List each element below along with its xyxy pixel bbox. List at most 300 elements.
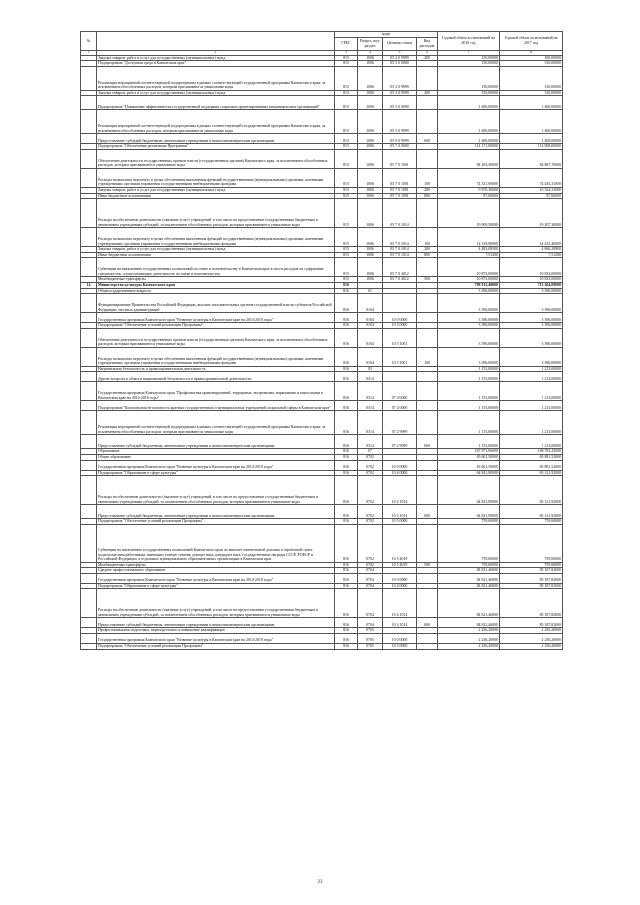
cell-section: 0702 (358, 519, 383, 525)
cell-grbs: 816 (335, 401, 358, 411)
cell-target-article: 05 7 0 4012 (383, 277, 417, 283)
cell-grbs: 816 (335, 313, 358, 323)
table-row (81, 524, 563, 562)
cell-number (81, 505, 97, 519)
col-num: 3 (335, 50, 358, 55)
cell-target-article: 05 3 0 0000 (383, 61, 417, 67)
cell-section: 1006 (358, 110, 383, 134)
cell-item-name: Расходы на выплаты персоналу в целях обеспечения выполнения функций государственными (муниципальными) органами, казенными учреждениями, органами управления государственными внебюджетными фондами (97, 347, 335, 366)
table-row (81, 460, 563, 470)
cell-expense-type: 100 (417, 347, 438, 366)
table-row (81, 618, 563, 628)
cell-grbs: 815 (335, 193, 358, 199)
cell-number (81, 589, 97, 618)
cell-amount-2016: 4 483,08500 (438, 247, 500, 253)
cell-section: 0704 (358, 618, 383, 628)
cell-target-article: 10 5 0000 (383, 323, 417, 329)
table-row (81, 96, 563, 110)
cell-amount-2016: 84 821,46000 (438, 583, 500, 589)
cell-target-article: 10 0 0000 (383, 460, 417, 470)
cell-target-article: 10 0 0000 (383, 573, 417, 583)
cell-section: 1006 (358, 61, 383, 67)
cell-expense-type: 200 (417, 90, 438, 96)
cell-grbs: 815 (335, 90, 358, 96)
cell-amount-2017: 85 187,82000 (500, 568, 563, 574)
cell-number (81, 476, 97, 505)
cell-target-article: 05 2 0 9999 (383, 55, 417, 61)
cell-number (81, 347, 97, 366)
cell-grbs: 815 (335, 199, 358, 228)
cell-amount-2017: 3 396,00000 (500, 288, 563, 294)
cell-item-name: Закупка товаров, работ и услуг для государственных (муниципальных) нужд (97, 247, 335, 253)
cell-section: 01 (358, 288, 383, 294)
cell-expense-type (417, 460, 438, 470)
cell-amount-2017: 759,60000 (500, 562, 563, 568)
cell-grbs: 816 (335, 460, 358, 470)
cell-amount-2016: 1 400,00000 (438, 96, 500, 110)
cell-target-article: 05 5 0 0000 (383, 96, 417, 110)
cell-item-name: Образование (97, 449, 335, 455)
header-no: № (81, 32, 97, 51)
cell-target-article: 10 5 4019 (383, 524, 417, 562)
cell-amount-2016: 64 841,90000 (438, 505, 500, 519)
cell-item-name: Государственная программа Камчатского края "Развитие культуры в Камчатском крае на 2014-2018 годы" (97, 634, 335, 644)
cell-amount-2017: 759,60000 (500, 524, 563, 562)
cell-expense-type (417, 372, 438, 382)
cell-amount-2016: 10 873,00000 (438, 277, 500, 283)
cell-section: 0702 (358, 454, 383, 460)
cell-section: 0704 (358, 589, 383, 618)
table-row (81, 294, 563, 313)
cell-target-article: 10 5 1001 (383, 328, 417, 347)
cell-grbs: 815 (335, 247, 358, 253)
table-row (81, 168, 563, 187)
cell-number (81, 134, 97, 144)
cell-grbs: 816 (335, 435, 358, 449)
cell-item-name: Межбюджетные трансферты (97, 562, 335, 568)
cell-grbs: 815 (335, 144, 358, 150)
cell-amount-2017: 85 187,82000 (500, 618, 563, 628)
cell-section: 1006 (358, 187, 383, 193)
cell-grbs: 815 (335, 66, 358, 90)
cell-grbs: 816 (335, 628, 358, 634)
cell-item-name: Другие вопросы в области национальной безопасности и правоохранительной деятельности (97, 372, 335, 382)
cell-section: 1006 (358, 193, 383, 199)
cell-amount-2016: 1 153,00000 (438, 372, 500, 382)
cell-target-article: 05 7 0 1014 (383, 228, 417, 247)
cell-amount-2017: 1 400,00000 (500, 134, 563, 144)
cell-item-name: Подпрограмма "Обеспечение условий реализации Программы" (97, 644, 335, 650)
col-num: 2 (97, 50, 335, 55)
cell-grbs: 816 (335, 382, 358, 401)
table-row (81, 573, 563, 583)
cell-amount-2017: 19 207,30000 (500, 199, 563, 228)
cell-amount-2016: 64 841,90000 (438, 476, 500, 505)
cell-amount-2016: 84 293,30000 (438, 149, 500, 168)
cell-section: 1006 (358, 277, 383, 283)
col-num: 8 (500, 50, 563, 55)
cell-amount-2016: 84 821,46000 (438, 589, 500, 618)
cell-target-article: 10 0 0000 (383, 313, 417, 323)
cell-number (81, 573, 97, 583)
cell-grbs: 816 (335, 411, 358, 435)
cell-amount-2016: 3 396,00000 (438, 347, 500, 366)
cell-item-name: Государственная программа Камчатского края "Развитие культуры в Камчатском крае на 2014-2018 годы" (97, 573, 335, 583)
header-razdel: Раздел, под-раздел (358, 37, 383, 50)
cell-expense-type (417, 589, 438, 618)
cell-amount-2016: 1 153,00000 (438, 366, 500, 372)
budget-table (80, 31, 563, 650)
cell-item-name: Подпрограмма "Доступная среда в Камчатском крае" (97, 61, 335, 67)
cell-amount-2017: 10 833,00000 (500, 258, 563, 277)
cell-amount-2017: 1 400,00000 (500, 96, 563, 110)
cell-target-article: 05 3 0 9999 (383, 66, 417, 90)
table-row (81, 372, 563, 382)
table-row (81, 644, 563, 650)
cell-expense-type (417, 110, 438, 134)
cell-target-article: 10 5 0000 (383, 519, 417, 525)
cell-expense-type: 600 (417, 134, 438, 144)
cell-amount-2017: 1 213,00000 (500, 411, 563, 435)
cell-section: 0702 (358, 470, 383, 476)
cell-amount-2016: 84 821,46000 (438, 618, 500, 628)
cell-item-name: Общее образование (97, 454, 335, 460)
cell-item-name: Подпрограмма "Повышение эффективности государственной поддержки социально ориентированных некоммерческих организаций" (97, 96, 335, 110)
cell-target-article: 10 5 1001 (383, 347, 417, 366)
cell-section: 0314 (358, 411, 383, 435)
cell-amount-2017: 168 783,43000 (500, 449, 563, 455)
cell-amount-2017: 65 121,92000 (500, 476, 563, 505)
cell-amount-2016: 1 400,00000 (438, 110, 500, 134)
cell-item-name: Функционирование Правительства Российской Федерации, высших исполнительных органов государственной власти субъектов Российской Федерации, местных администраций (97, 294, 335, 313)
cell-target-article: 05 7 0 0000 (383, 144, 417, 150)
cell-number (81, 168, 97, 187)
cell-amount-2016: 150,00000 (438, 90, 500, 96)
cell-item-name: Среднее профессиональное образование (97, 568, 335, 574)
cell-amount-2017: 2 256,20000 (500, 634, 563, 644)
cell-amount-2016: 84 821,46000 (438, 573, 500, 583)
cell-number (81, 460, 97, 470)
cell-expense-type: 600 (417, 618, 438, 628)
cell-section: 0704 (358, 568, 383, 574)
cell-number (81, 199, 97, 228)
cell-section: 0705 (358, 628, 383, 634)
cell-target-article: 10 4 1014 (383, 505, 417, 519)
cell-expense-type (417, 66, 438, 90)
header-2017: Годовой объем ассигнований на 2017 год (500, 32, 563, 51)
cell-item-name: Закупка товаров, работ и услуг для государственных (муниципальных) нужд (97, 90, 335, 96)
cell-amount-2016: 114 171,00000 (438, 144, 500, 150)
table-row (81, 634, 563, 644)
cell-amount-2016: 3 396,00000 (438, 288, 500, 294)
cell-amount-2016: 150,00000 (438, 66, 500, 90)
cell-amount-2016: 19 009,50000 (438, 199, 500, 228)
cell-section: 1006 (358, 144, 383, 150)
cell-grbs: 816 (335, 634, 358, 644)
cell-item-name: Иные бюджетные ассигнования (97, 193, 335, 199)
cell-amount-2017: 85 187,82000 (500, 573, 563, 583)
cell-amount-2017: 14 433,40000 (500, 228, 563, 247)
cell-amount-2017: 74 435,31000 (500, 168, 563, 187)
cell-item-name: Профессиональная подготовка, переподготовка и повышение квалификации (97, 628, 335, 634)
cell-amount-2017: 1 213,00000 (500, 435, 563, 449)
cell-grbs: 816 (335, 372, 358, 382)
cell-target-article: 10 4 1014 (383, 618, 417, 628)
header-name (97, 32, 335, 51)
cell-amount-2016: 150,00000 (438, 55, 500, 61)
cell-item-name: Предоставление субсидий бюджетным, автономным учреждениям и иным некоммерческим организациям (97, 505, 335, 519)
cell-item-name: Расходы на обеспечение деятельности (оказание услуг) учреждений, в том числе на предоставление государственным бюджетным и автономным учреждениям субсидий, за исключением обособленных расходов, которым присваиваются уникальные коды (97, 476, 335, 505)
cell-amount-2016: 64 841,90000 (438, 470, 500, 476)
cell-amount-2017: 3 396,00000 (500, 347, 563, 366)
cell-number (81, 258, 97, 277)
cell-target-article: 10 4 0000 (383, 583, 417, 589)
cell-item-name: Реализация мероприятий соответствующей подпрограммы в рамках соответствующей государственной программы Камчатского края, за исключением обособленных расходов, которым присваиваются уникальные коды (97, 411, 335, 435)
cell-target-article: 10 5 4019 (383, 562, 417, 568)
cell-section: 0104 (358, 294, 383, 313)
cell-item-name: Иные бюджетные ассигнования (97, 252, 335, 258)
col-num: 7 (438, 50, 500, 55)
cell-grbs: 815 (335, 96, 358, 110)
cell-target-article: 05 7 0 1014 (383, 199, 417, 228)
cell-grbs: 816 (335, 476, 358, 505)
cell-expense-type: 600 (417, 505, 438, 519)
cell-grbs: 816 (335, 282, 358, 288)
cell-amount-2016: 708 012,40000 (438, 282, 500, 288)
cell-target-article: 05 3 0 9999 (383, 90, 417, 96)
cell-item-name: Субвенции на выполнение государственных полномочий Камчатского края по выплате ежемесячной доплаты к заработной плате педагогическим работникам, имеющим ученую степень доктора наук, кандидата наук, государственные награды СССР, РСФСР и Российской Федерации, в отдельных муниципальных образовательных организациях в Камчатском крае (97, 524, 335, 562)
cell-target-article: 10 4 1014 (383, 589, 417, 618)
cell-amount-2017: 2 256,20000 (500, 628, 563, 634)
cell-item-name: Реализация мероприятий соответствующей подпрограммы в рамках соответствующей государственной программы Камчатского края, за исключением обособленных расходов, которым присваиваются уникальные коды (97, 110, 335, 134)
col-num: 4 (358, 50, 383, 55)
cell-section: 0314 (358, 382, 383, 401)
header-csr: Целевая статья (383, 37, 417, 50)
cell-number (81, 294, 97, 313)
cell-item-name: Субвенции на выполнение государственных полномочий по опеке и попечительству в Камчатском крае в части расходов на содержание специалистов, осуществляющих деятельность по опеке и попечительству (97, 258, 335, 277)
cell-item-name: Подпрограмма "Образование в сфере культуры" (97, 470, 335, 476)
cell-amount-2017: 1 213,00000 (500, 401, 563, 411)
cell-section: 1006 (358, 96, 383, 110)
cell-item-name: Общегосударственные вопросы (97, 288, 335, 294)
cell-grbs: 816 (335, 505, 358, 519)
cell-item-name: Расходы на обеспечение деятельности (оказание услуг) учреждений, в том числе на предоставление государственным бюджетным и автономным учреждениям субсидий, за исключением обособленных расходов, которым присваиваются уникальные коды (97, 589, 335, 618)
cell-grbs: 816 (335, 568, 358, 574)
cell-target-article: 05 5 0 9999 (383, 110, 417, 134)
cell-amount-2016: 7,51200 (438, 252, 500, 258)
table-row (81, 589, 563, 618)
cell-target-article (383, 294, 417, 313)
cell-amount-2017: 3 396,00000 (500, 313, 563, 323)
cell-amount-2017: 65 121,92000 (500, 505, 563, 519)
cell-amount-2017: 1 213,00000 (500, 366, 563, 372)
cell-amount-2016: 1 153,00000 (438, 411, 500, 435)
cell-target-article: 05 7 0 1001 (383, 187, 417, 193)
cell-amount-2016: 2 256,20000 (438, 628, 500, 634)
cell-number (81, 372, 97, 382)
cell-grbs: 815 (335, 258, 358, 277)
cell-target-article (383, 372, 417, 382)
table-header (81, 32, 563, 56)
cell-section: 0702 (358, 460, 383, 470)
table-row (81, 411, 563, 435)
table-row (81, 328, 563, 347)
cell-section: 1006 (358, 247, 383, 253)
cell-expense-type (417, 634, 438, 644)
cell-section: 1006 (358, 252, 383, 258)
cell-grbs: 815 (335, 252, 358, 258)
cell-section: 1006 (358, 90, 383, 96)
col-num: 1 (81, 50, 97, 55)
cell-amount-2017: 85 187,82000 (500, 583, 563, 589)
cell-target-article: 10 4 0000 (383, 470, 417, 476)
cell-grbs: 816 (335, 294, 358, 313)
cell-expense-type (417, 328, 438, 347)
cell-amount-2017: 87,66000 (500, 193, 563, 199)
cell-amount-2016: 759,60000 (438, 519, 500, 525)
cell-item-name: Закупка товаров, работ и услуг для государственных (муниципальных) нужд (97, 55, 335, 61)
cell-section: 0705 (358, 634, 383, 644)
cell-number (81, 382, 97, 401)
cell-expense-type (417, 524, 438, 562)
cell-expense-type: 500 (417, 277, 438, 283)
cell-grbs: 816 (335, 323, 358, 329)
table-row (81, 476, 563, 505)
cell-number (81, 96, 97, 110)
cell-section: 0104 (358, 323, 383, 329)
cell-number (81, 313, 97, 323)
cell-amount-2016: 87,66000 (438, 193, 500, 199)
cell-item-name: Предоставление субсидий бюджетным, автономным учреждениям и иным некоммерческим организациям (97, 618, 335, 628)
cell-amount-2017: 713 264,09000 (500, 282, 563, 288)
table-row (81, 382, 563, 401)
cell-number (81, 435, 97, 449)
cell-grbs: 815 (335, 55, 358, 61)
table-row (81, 347, 563, 366)
budget-table-container (80, 31, 563, 650)
cell-item-name: Обеспечение деятельности государственных органов власти (государственных органов) Камчатского края, за исключением обособленных расходов, которым присваиваются уникальные коды (97, 328, 335, 347)
cell-section: 0704 (358, 583, 383, 589)
header-vr: Вид расходов (417, 37, 438, 50)
cell-section: 1006 (358, 66, 383, 90)
cell-amount-2017: 100,00000 (500, 55, 563, 61)
cell-item-name: Закупка товаров, работ и услуг для государственных (муниципальных) нужд (97, 187, 335, 193)
cell-amount-2016: 74 331,00000 (438, 168, 500, 187)
cell-target-article: 10 0 0000 (383, 634, 417, 644)
cell-grbs: 816 (335, 524, 358, 562)
cell-target-article: 05 7 0 1001 (383, 168, 417, 187)
cell-target-article: 07 2 9999 (383, 411, 417, 435)
cell-expense-type: 200 (417, 247, 438, 253)
cell-grbs: 815 (335, 149, 358, 168)
col-num: 6 (417, 50, 438, 55)
table-row (81, 149, 563, 168)
cell-amount-2016: 759,60000 (438, 524, 500, 562)
cell-section: 1006 (358, 134, 383, 144)
cell-item-name: Министерство культуры Камчатского края (97, 282, 335, 288)
cell-item-name: Государственная программа Камчатского края "Профилактика правонарушений, терроризма, экстремизма, наркомании и алкоголизма в Камчатском крае на 2014-2018 годы" (97, 382, 335, 401)
table-row (81, 258, 563, 277)
cell-amount-2016: 1 153,00000 (438, 401, 500, 411)
cell-section: 0704 (358, 573, 383, 583)
cell-amount-2016: 1 400,00000 (438, 134, 500, 144)
cell-grbs: 815 (335, 61, 358, 67)
table-row (81, 435, 563, 449)
cell-grbs: 815 (335, 187, 358, 193)
cell-item-name: Государственная программа Камчатского края "Развитие культуры в Камчатском крае на 2014-2018 годы" (97, 460, 335, 470)
cell-number (81, 618, 97, 628)
table-row (81, 66, 563, 90)
cell-grbs: 816 (335, 562, 358, 568)
cell-expense-type: 800 (417, 252, 438, 258)
cell-amount-2017: 3 396,00000 (500, 294, 563, 313)
cell-amount-2016: 759,60000 (438, 562, 500, 568)
table-row (81, 110, 563, 134)
cell-amount-2016: 3 396,00000 (438, 294, 500, 313)
cell-grbs: 815 (335, 228, 358, 247)
cell-number (81, 401, 97, 411)
cell-grbs: 815 (335, 168, 358, 187)
cell-expense-type (417, 149, 438, 168)
cell-amount-2017: 1 400,00000 (500, 110, 563, 134)
cell-expense-type: 100 (417, 228, 438, 247)
cell-expense-type (417, 96, 438, 110)
cell-item-name: Предоставление субсидий бюджетным, автономным учреждениям и иным некоммерческим организациям (97, 435, 335, 449)
cell-expense-type: 800 (417, 193, 438, 199)
cell-amount-2017: 114 908,00000 (500, 144, 563, 150)
cell-target-article: 05 7 0 1001 (383, 193, 417, 199)
cell-item-name: Государственная программа Камчатского края "Развитие культуры в Камчатском крае на 2014-2018 годы" (97, 313, 335, 323)
cell-amount-2016: 3 396,00000 (438, 313, 500, 323)
cell-number (81, 634, 97, 644)
cell-number (81, 644, 97, 650)
cell-target-article: 05 7 0 4012 (383, 258, 417, 277)
cell-amount-2016: 2 256,20000 (438, 634, 500, 644)
cell-amount-2017: 65 881,52000 (500, 460, 563, 470)
table-row (81, 228, 563, 247)
cell-target-article: 05 7 0 1001 (383, 149, 417, 168)
cell-amount-2016: 2 256,20000 (438, 644, 500, 650)
cell-grbs: 816 (335, 449, 358, 455)
cell-target-article: 10 5 0000 (383, 644, 417, 650)
cell-grbs: 815 (335, 134, 358, 144)
cell-amount-2017: 65 881,52000 (500, 454, 563, 460)
cell-section: 0104 (358, 347, 383, 366)
cell-section: 1006 (358, 258, 383, 277)
cell-number: 14 (81, 282, 97, 288)
header-codes: коды (335, 32, 438, 38)
cell-number (81, 524, 97, 562)
cell-item-name: Подпрограмма "Комплексная безопасность краевых государственных и муниципальных учреждений социальной сферы в Камчатском крае" (97, 401, 335, 411)
cell-amount-2017: 310,00000 (500, 61, 563, 67)
cell-expense-type (417, 382, 438, 401)
cell-item-name: Подпрограмма "Обеспечение условий реализации Программы" (97, 323, 335, 329)
cell-grbs: 815 (335, 110, 358, 134)
cell-item-name: Реализация мероприятий соответствующей подпрограммы в рамках соответствующей государственной программы Камчатского края, за исключением обособленных расходов, которым присваиваются уникальные коды (97, 66, 335, 90)
cell-target-article: 07 0 0000 (383, 382, 417, 401)
cell-amount-2016: 3 396,00000 (438, 328, 500, 347)
cell-amount-2017: 84 867,70000 (500, 149, 563, 168)
cell-number (81, 110, 97, 134)
cell-amount-2016: 65 601,50000 (438, 460, 500, 470)
cell-section: 1006 (358, 149, 383, 168)
cell-section: 1006 (358, 228, 383, 247)
cell-amount-2017: 4 866,28900 (500, 247, 563, 253)
cell-item-name: Межбюджетные трансферты (97, 277, 335, 283)
cell-amount-2017: 1 213,00000 (500, 372, 563, 382)
cell-section: 1006 (358, 168, 383, 187)
cell-expense-type (417, 258, 438, 277)
